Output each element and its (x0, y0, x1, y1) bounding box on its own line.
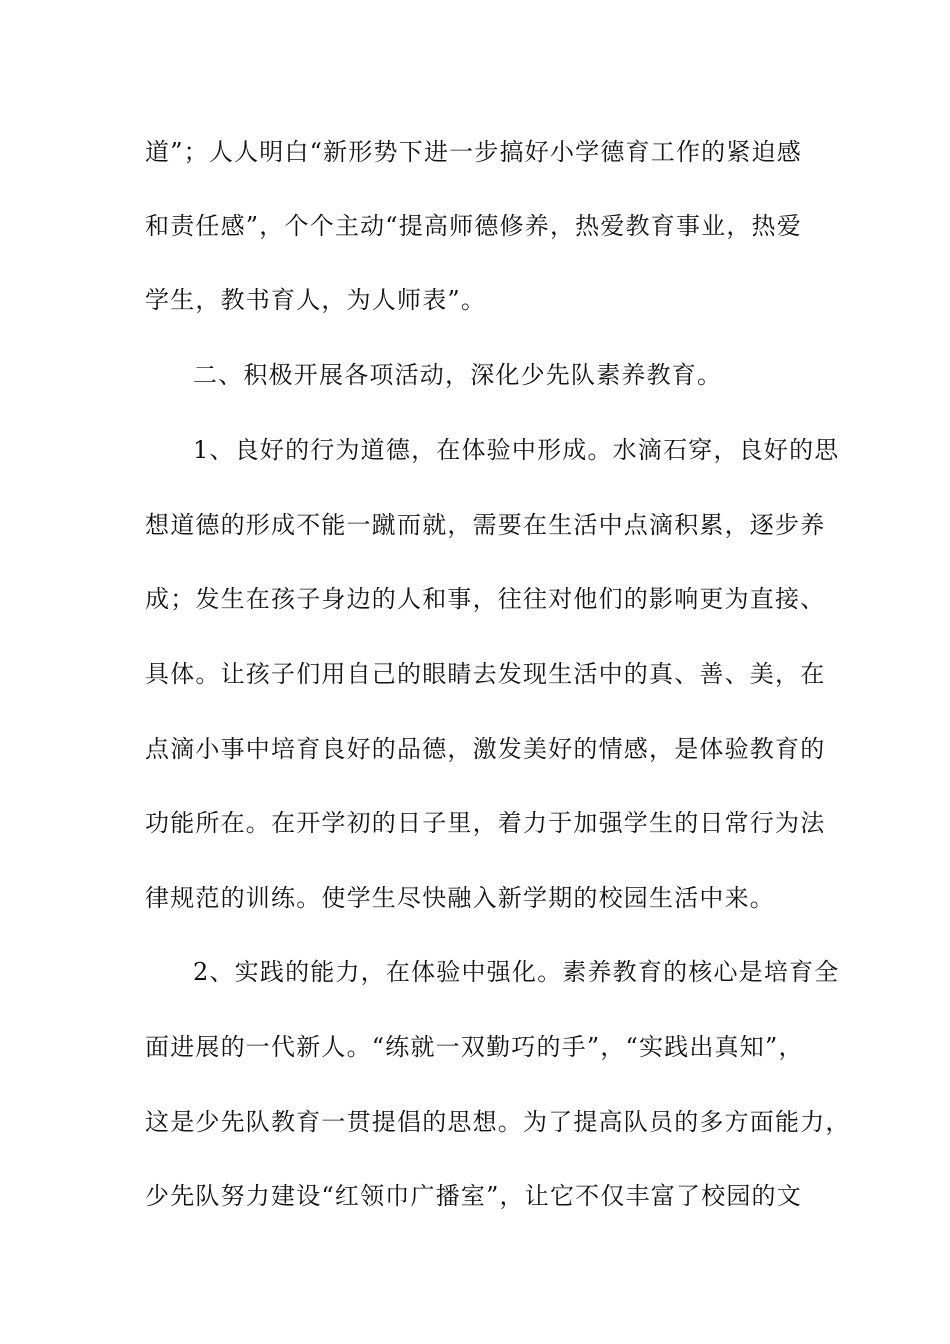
text-line: 这是少先队教育一贯提倡的思想。为了提高队员的多方面能力， (145, 1108, 851, 1136)
text-line: 少先队努力建设“红领巾广播室”，让它不仅丰富了校园的文 (145, 1182, 802, 1210)
section-heading: 二、积极开展各项活动，深化少先队素养教育。 (193, 361, 723, 389)
text-line: 道”；人人明白“新形势下进一步搞好小学德育工作的紧迫感 (145, 138, 802, 166)
text-line: 点滴小事中培育良好的品德，激发美好的情感，是体验教育的 (145, 735, 826, 763)
text-line: 功能所在。在开学初的日子里，着力于加强学生的日常行为法 (145, 809, 826, 837)
text-line: 律规范的训练。使学生尽快融入新学期的校园生活中来。 (145, 884, 775, 912)
text-line: 面进展的一代新人。“练就一双勤巧的手”，“实践出真知”， (145, 1033, 804, 1061)
text-line: 1、良好的行为道德，在体验中形成。水滴石穿，良好的思 (193, 436, 840, 464)
text-line: 具体。让孩子们用自己的眼睛去发现生活中的真、善、美，在 (145, 660, 826, 688)
text-line: 和责任感”，个个主动“提高师德修养，热爱教育事业，热爱 (145, 212, 802, 240)
text-line: 学生，教书育人，为人师表”。 (145, 286, 487, 314)
text-line: 成；发生在孩子身边的人和事，往往对他们的影响更为直接、 (145, 585, 826, 613)
text-line: 2、实践的能力，在体验中强化。素养教育的核心是培育全 (193, 958, 840, 986)
text-line: 想道德的形成不能一蹴而就，需要在生活中点滴积累，逐步养 (145, 511, 826, 539)
